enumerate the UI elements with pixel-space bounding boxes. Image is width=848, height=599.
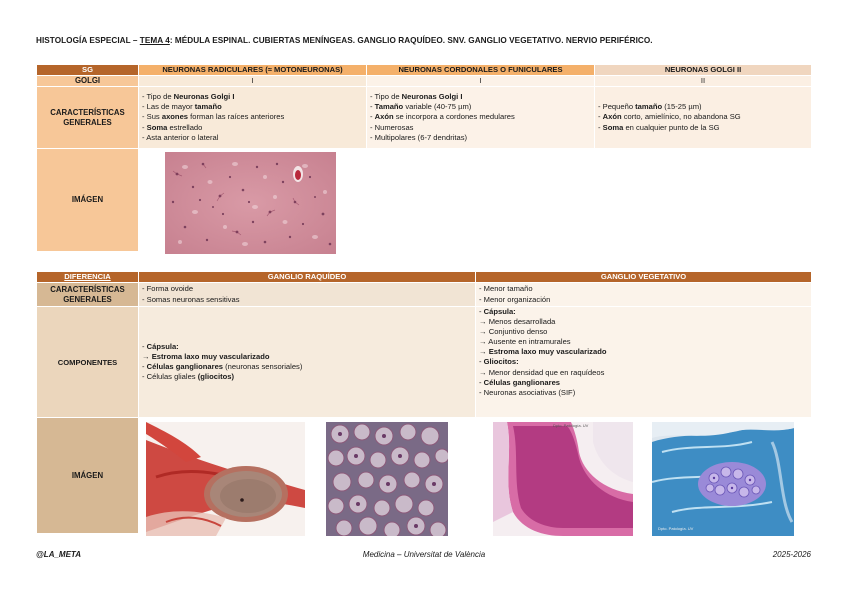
footer-institution: Medicina – Universitat de València xyxy=(362,550,486,559)
raquideo-componentes xyxy=(139,307,476,418)
line-text: estrellado xyxy=(167,122,203,132)
line-text: - Las de mayor xyxy=(142,102,195,112)
line-text: - xyxy=(479,357,484,367)
line-text: → Menor densidad que en raquídeos xyxy=(479,367,605,377)
line-bold-text: Estroma laxo muy vascularizado xyxy=(488,347,607,357)
line-text: se incorpora a cordones medulares xyxy=(393,112,515,122)
line-text: - Neuronas asociativas (SIF) xyxy=(479,387,576,397)
line-text: (15-25 µm) xyxy=(662,102,702,112)
line-bold-text: Estroma laxo muy vascularizado xyxy=(151,351,270,361)
vegetativo-componentes xyxy=(476,307,812,418)
text-line xyxy=(598,123,808,133)
text-line xyxy=(142,362,472,372)
caracteristicas-label: CARACTERÍSTICAS GENERALES xyxy=(37,87,139,149)
text-line xyxy=(479,327,808,337)
line-text: - Numerosas xyxy=(370,122,414,132)
line-bold-text: tamaño xyxy=(635,102,663,112)
line-text: - Tipo de xyxy=(370,92,402,102)
header-ganglio-raquideo: GANGLIO RAQUÍDEO xyxy=(139,272,476,283)
caracteristicas-cordonales xyxy=(367,87,595,149)
caracteristicas-golgi-ii xyxy=(595,87,812,149)
line-bold-text: Células ganglionares xyxy=(483,377,561,387)
line-text: → Ausente en intramurales xyxy=(479,337,571,347)
componentes-label: COMPONENTES xyxy=(37,307,139,418)
text-line xyxy=(479,388,808,398)
line-text: - Pequeño xyxy=(598,102,636,112)
line-text: → Conjuntivo denso xyxy=(479,327,548,337)
line-text: (neuronas sensoriales) xyxy=(223,362,303,371)
text-line xyxy=(142,352,472,362)
watermark-vegetativo-1: Dpto. Patología. UV xyxy=(553,423,589,428)
document-title xyxy=(36,36,653,45)
imagen-label: IMÁGEN xyxy=(37,149,139,252)
watermark-vegetativo-2: Dpto. Patología. UV xyxy=(658,526,694,531)
line-bold-text: axones xyxy=(161,112,189,122)
line-bold-text: Células ganglionares xyxy=(146,362,224,371)
text-line xyxy=(479,337,808,347)
line-bold-text: Cápsula: xyxy=(483,307,516,316)
text-line xyxy=(142,92,363,102)
title-prefix: HISTOLOGÍA ESPECIAL – xyxy=(36,36,140,45)
caracteristicas-radiculares xyxy=(139,87,367,149)
text-line xyxy=(142,102,363,112)
line-text: → xyxy=(142,351,152,361)
ganglio-vegetativo-tricromico-image xyxy=(652,422,794,536)
line-bold-text: Axón xyxy=(374,112,394,122)
line-bold-text: Soma xyxy=(146,122,168,132)
text-line xyxy=(370,102,591,112)
line-text: - xyxy=(370,112,375,122)
header-diferencia-text: DIFERENCIA xyxy=(64,272,111,281)
line-text: - Multipolares (6-7 dendritas) xyxy=(370,132,468,142)
line-bold-text: tamaño xyxy=(194,102,222,112)
text-line: - Menor tamaño xyxy=(479,284,533,294)
line-text: corto, amielínico, no abandona SG xyxy=(621,112,741,122)
line-bold-text: Tamaño xyxy=(374,102,404,112)
line-text: - xyxy=(142,341,147,351)
text-line xyxy=(142,342,472,352)
text-line: - Somas neuronas sensitivas xyxy=(142,294,240,304)
raquideo-caracteristicas xyxy=(139,283,476,307)
header-neuronas-radiculares: NEURONAS RADICULARES (≈ MOTONEURONAS) xyxy=(139,65,367,76)
header-ganglio-vegetativo: GANGLIO VEGETATIVO xyxy=(476,272,812,283)
line-bold-text: Neuronas Golgi I xyxy=(401,92,463,102)
line-text: variable (40-75 µm) xyxy=(403,102,472,112)
line-bold-text: Axón xyxy=(602,112,622,122)
header-sg: SG xyxy=(37,65,139,76)
line-text: - xyxy=(598,122,603,132)
text-line xyxy=(142,133,363,143)
line-bold-text: Soma xyxy=(602,122,624,132)
line-text: → Menos desarrollada xyxy=(479,317,556,327)
golgi-value-golgi-ii: II xyxy=(595,76,812,87)
golgi-value-cordonales: I xyxy=(367,76,595,87)
golgi-label: GOLGI xyxy=(37,76,139,87)
vegetativo-caracteristicas xyxy=(476,283,812,307)
text-line xyxy=(598,102,808,112)
line-text: - xyxy=(598,112,603,122)
text-line xyxy=(370,123,591,133)
line-text: - Células gliales xyxy=(142,372,198,382)
line-text: - xyxy=(479,377,484,387)
line-text: → xyxy=(479,347,489,357)
text-line: - Menor organización xyxy=(479,294,551,304)
neuronas-table xyxy=(36,64,812,252)
footer-author: @LA_META xyxy=(36,550,81,559)
golgi-value-radiculares: I xyxy=(139,76,367,87)
ganglio-vegetativo-low-mag-image xyxy=(493,422,633,536)
text-line xyxy=(479,357,808,367)
text-line xyxy=(142,372,472,382)
line-text: - Tipo de xyxy=(142,92,174,102)
text-line xyxy=(598,112,808,122)
line-text: forman las raíces anteriores xyxy=(188,112,285,122)
text-line xyxy=(479,378,808,388)
text-line xyxy=(370,112,591,122)
spinal-cord-histology-image xyxy=(165,152,336,254)
line-text: en cualquier punto de la SG xyxy=(623,122,720,132)
text-line: - Forma ovoide xyxy=(142,284,194,294)
text-line xyxy=(142,123,363,133)
ganglio-raquideo-high-mag-image xyxy=(326,422,448,536)
text-line xyxy=(370,92,591,102)
line-bold-text: Neuronas Golgi I xyxy=(173,92,235,102)
line-bold-text: Gliocitos: xyxy=(483,357,519,367)
text-line xyxy=(479,347,808,357)
text-line xyxy=(479,307,808,317)
line-text: - xyxy=(479,307,484,316)
line-bold-text: (gliocitos) xyxy=(197,372,234,382)
line-text: - xyxy=(142,122,147,132)
ganglio-raquideo-low-mag-image xyxy=(146,422,305,536)
text-line xyxy=(479,317,808,327)
text-line xyxy=(479,368,808,378)
line-text: - xyxy=(142,362,147,371)
text-line xyxy=(370,133,591,143)
line-bold-text: Cápsula: xyxy=(146,341,179,351)
header-neuronas-cordonales: NEURONAS CORDONALES O FUNICULARES xyxy=(367,65,595,76)
title-rest: : MÉDULA ESPINAL. CUBIERTAS MENÍNGEAS. GANGLIO RAQUÍDEO. SNV. GANGLIO VEGETATIVO. NERVIO PERIFÉRICO. xyxy=(169,36,653,45)
header-neuronas-golgi-ii: NEURONAS GOLGI II xyxy=(595,65,812,76)
line-text: - xyxy=(370,102,375,112)
caracteristicas-generales-label: CARACTERÍSTICAS GENERALES xyxy=(37,283,139,307)
title-tema: TEMA 4 xyxy=(139,36,170,45)
footer-year: 2025-2026 xyxy=(772,550,811,559)
line-text: - Asta anterior o lateral xyxy=(142,132,219,142)
text-line xyxy=(142,112,363,122)
header-diferencia xyxy=(37,272,139,283)
imagen-label-2: IMÁGEN xyxy=(37,418,139,534)
line-text: - Sus xyxy=(142,112,162,122)
